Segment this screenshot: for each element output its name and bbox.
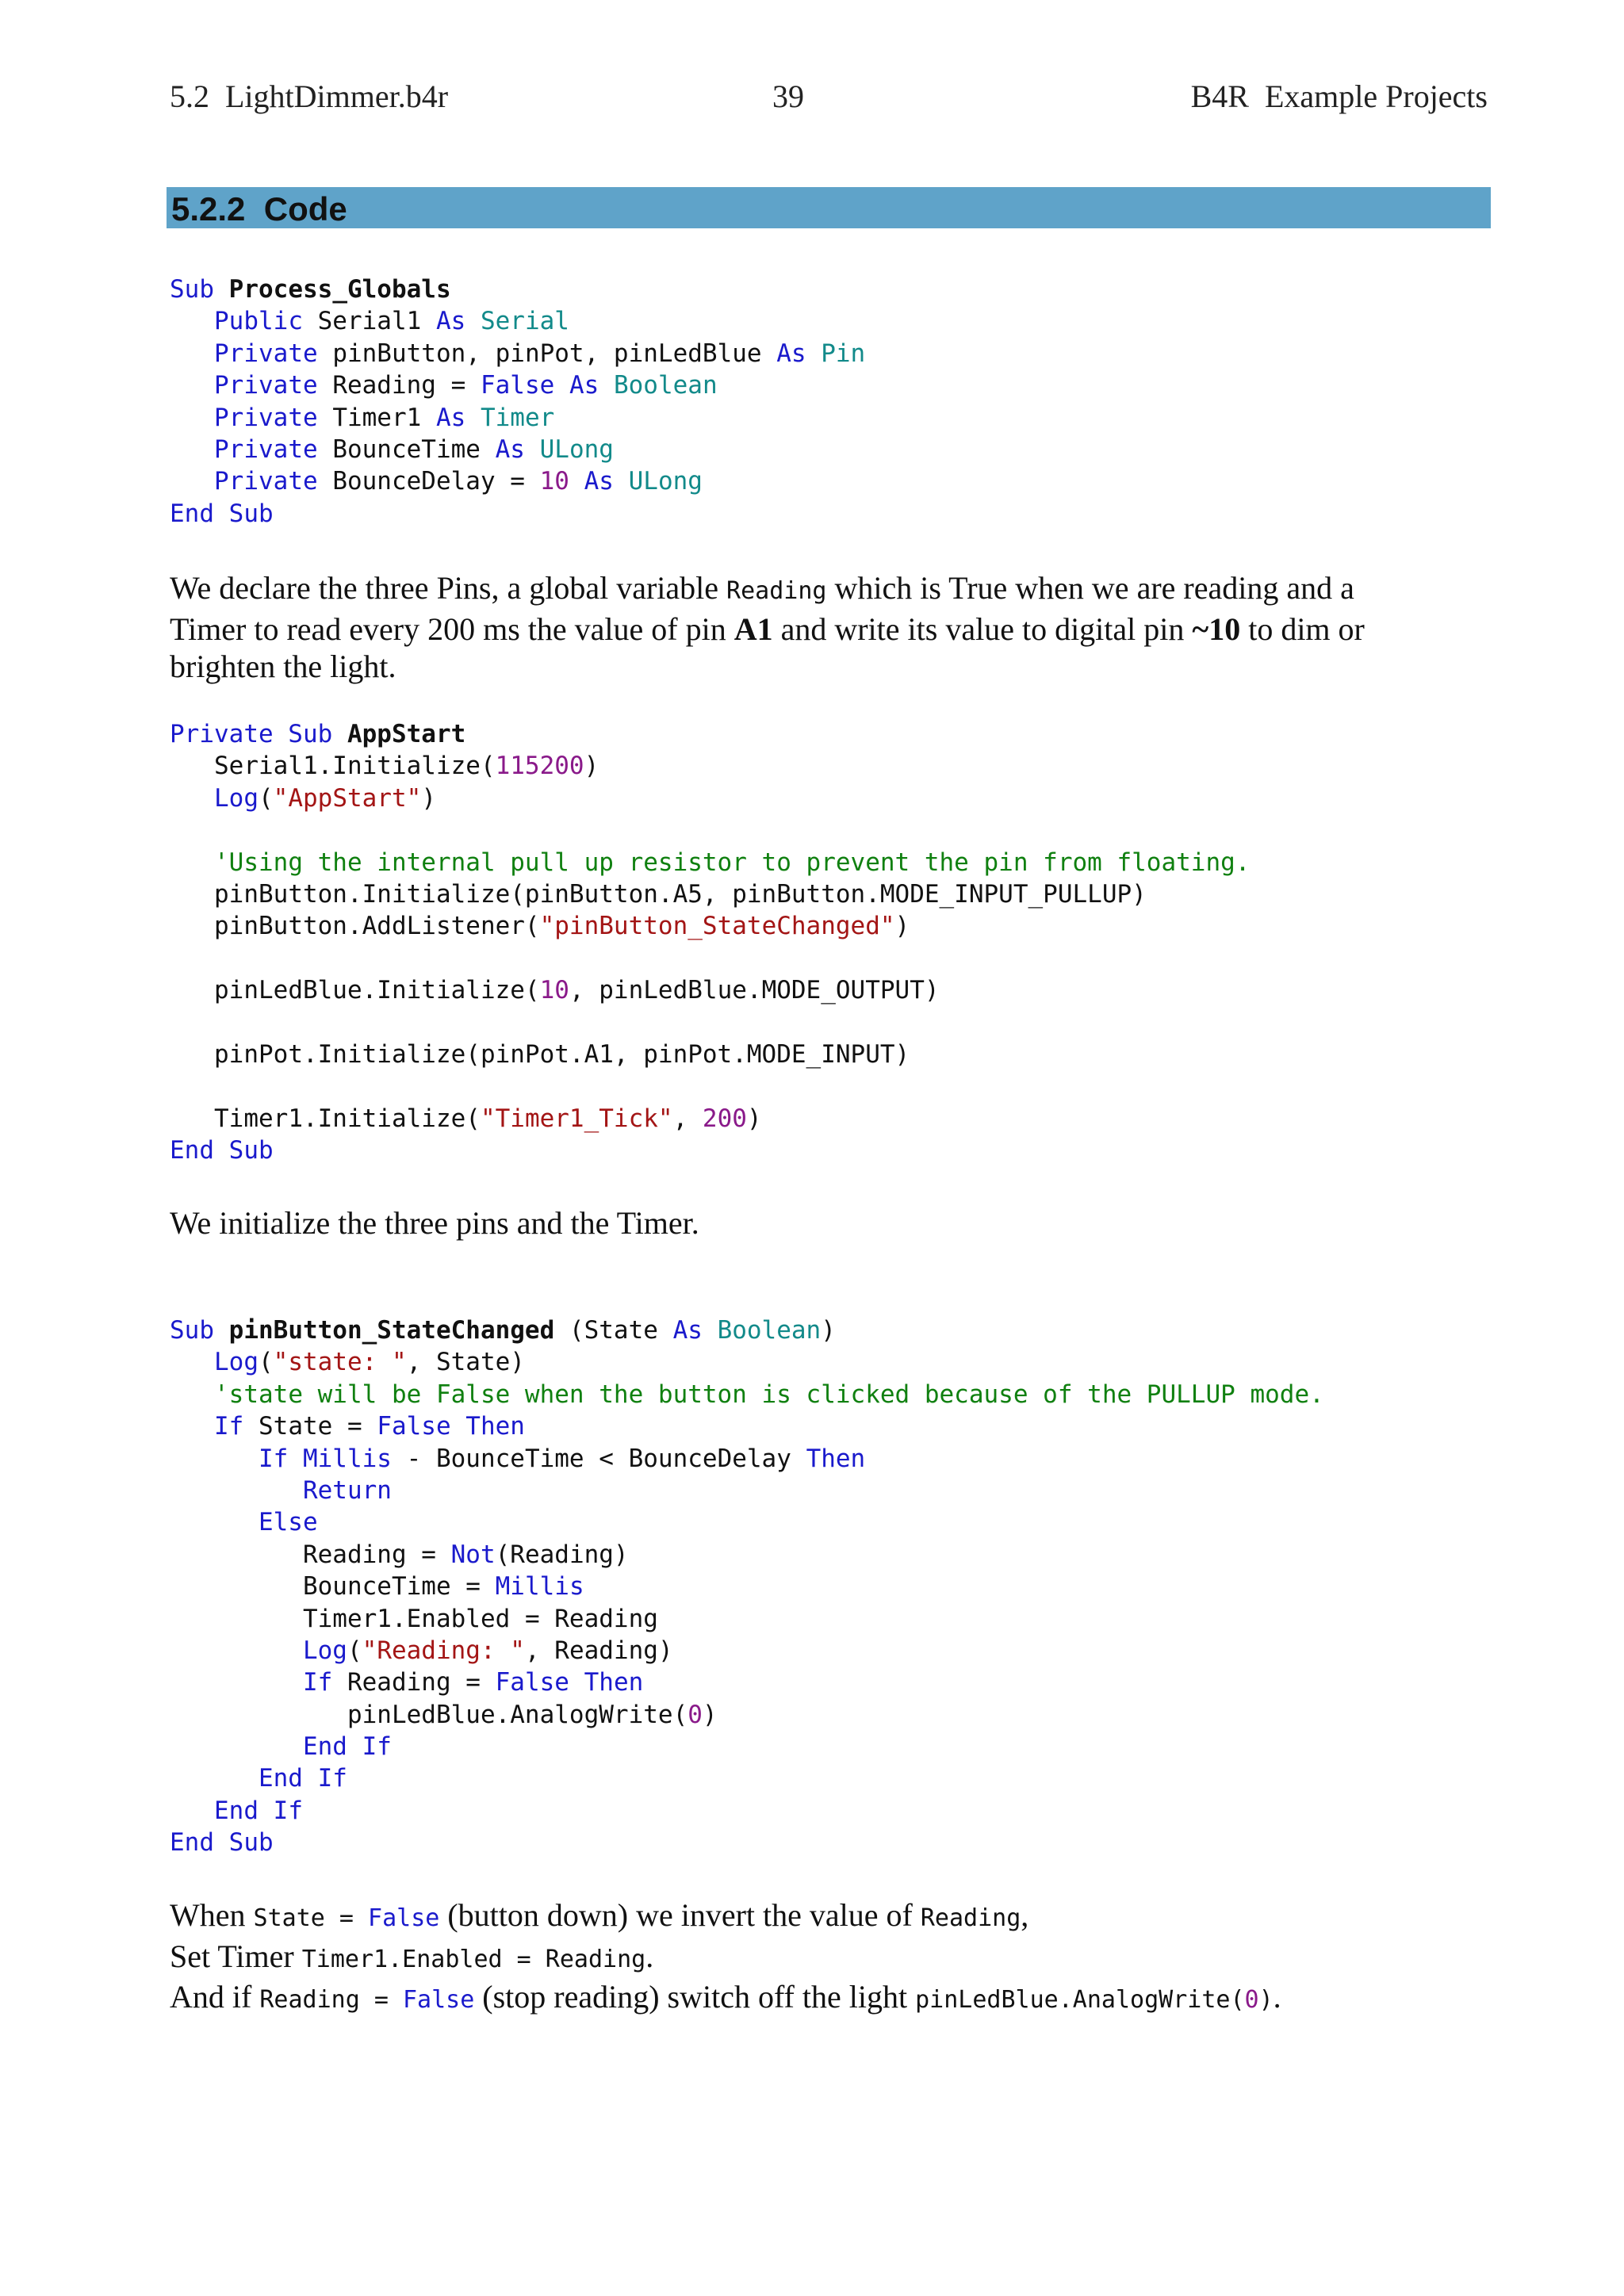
code-block-appstart <box>170 718 1250 1166</box>
code-line: If State = False Then <box>214 1412 525 1441</box>
code-line: pinLedBlue.Initialize(10, pinLedBlue.MODE_OUTPUT) <box>214 976 940 1005</box>
code-line: Else <box>258 1508 318 1537</box>
code-line: Sub pinButton_StateChanged (State As Boolean) <box>170 1316 836 1345</box>
code-line: Private Sub AppStart <box>170 720 466 748</box>
code-block-process-globals <box>170 274 865 530</box>
code-line: End Sub <box>170 499 274 528</box>
code-line: Log("state: ", State) <box>214 1348 525 1377</box>
code-line: pinButton.Initialize(pinButton.A5, pinButton.MODE_INPUT_PULLUP) <box>214 879 1147 909</box>
paragraph-initialize-description: We initialize the three pins and the Timer. <box>170 1205 699 1241</box>
code-line: BounceTime = Millis <box>302 1572 584 1601</box>
paragraph-state-changed-description: When State = False (button down) we invert the value of Reading, Set Timer Timer1.Enabled = Reading. And if Reading = False (stop reading) switch off the light pinLedBlue.AnalogWrite(0). <box>170 1897 1281 2015</box>
code-line: pinPot.Initialize(pinPot.A1, pinPot.MODE_INPUT) <box>214 1039 910 1069</box>
code-line: Sub Process_Globals <box>170 275 451 304</box>
code-line: Public Serial1 As Serial <box>214 307 569 336</box>
code-line: Timer1.Initialize("Timer1_Tick", 200) <box>214 1104 762 1133</box>
code-line: End Sub <box>170 1136 274 1165</box>
code-line: 'state will be False when the button is clicked because of the PULLUP mode. <box>214 1380 1324 1409</box>
code-line: Private BounceDelay = 10 As ULong <box>214 467 703 496</box>
code-line: End If <box>258 1764 347 1793</box>
code-block-state-changed <box>170 1314 1324 1859</box>
code-line: If Millis - BounceTime < BounceDelay Then <box>258 1444 866 1473</box>
code-line: 'Using the internal pull up resistor to prevent the pin from floating. <box>214 848 1251 877</box>
code-line: Private Timer1 As Timer <box>214 403 555 432</box>
code-line: Log("Reading: ", Reading) <box>302 1636 673 1665</box>
code-line: End Sub <box>170 1828 274 1858</box>
section-title: 5.2.2 Code <box>171 190 347 228</box>
code-line: pinButton.AddListener("pinButton_StateChanged") <box>214 912 910 941</box>
section-heading-bar <box>167 187 1491 228</box>
code-line: Private BounceTime As ULong <box>214 434 614 464</box>
code-line: Serial1.Initialize(115200) <box>214 752 599 781</box>
code-line: Return <box>302 1475 392 1505</box>
header-book-title: B4R Example Projects <box>1190 78 1488 114</box>
code-line: End If <box>214 1796 303 1825</box>
code-line: Private pinButton, pinPot, pinLedBlue As Pin <box>214 339 866 368</box>
code-line: Private Reading = False As Boolean <box>214 371 718 400</box>
code-line: If Reading = False Then <box>302 1668 644 1697</box>
code-line: Reading = Not(Reading) <box>302 1540 629 1569</box>
header-chapter: 5.2 LightDimmer.b4r <box>170 78 449 114</box>
code-line: pinLedBlue.AnalogWrite(0) <box>347 1700 718 1729</box>
code-line: End If <box>302 1732 392 1762</box>
paragraph-globals-description: We declare the three Pins, a global variable Reading which is True when we are reading and a Timer to read every 200 ms the value of pin A1 and write its value to digital pin ~10 to dim or brighten the light. <box>170 570 1365 684</box>
code-line: Log("AppStart") <box>214 783 436 813</box>
code-line: Timer1.Enabled = Reading <box>302 1604 658 1633</box>
header-page-number: 39 <box>772 78 804 114</box>
